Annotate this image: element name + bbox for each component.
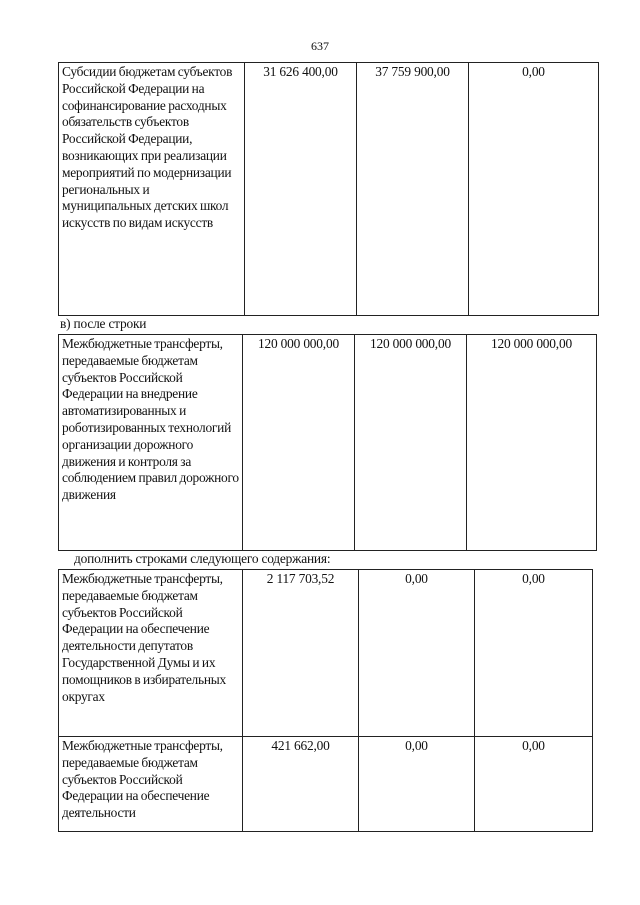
value-cell: 2 117 703,52 [243, 570, 359, 737]
value-cell: 120 000 000,00 [243, 335, 355, 551]
value-cell: 120 000 000,00 [355, 335, 467, 551]
table-row [59, 737, 593, 832]
table-row [59, 335, 597, 551]
budget-table-3 [58, 569, 593, 832]
table-row [59, 63, 599, 316]
budget-table-1 [58, 62, 599, 316]
value-cell: 120 000 000,00 [467, 335, 597, 551]
value-cell: 421 662,00 [243, 737, 359, 832]
value-cell: 37 759 900,00 [357, 63, 469, 316]
value-cell: 0,00 [359, 570, 475, 737]
row-description: Межбюджетные трансферты, передаваемые бюджетам субъектов Российской Федерации на внедрение автоматизированных и роботизированных технологий организации дорожного движения и контроля за соблюдением правил дорожного движения [59, 335, 243, 551]
note-after-row: в) после строки [60, 316, 147, 331]
row-description: Межбюджетные трансферты, передаваемые бюджетам субъектов Российской Федерации на обеспечение деятельности депутатов Государственной Думы и их помощников в избирательных округах [59, 570, 243, 737]
value-cell: 0,00 [475, 570, 593, 737]
value-cell: 0,00 [475, 737, 593, 832]
row-description: Субсидии бюджетам субъектов Российской Федерации на софинансирование расходных обязательств субъектов Российской Федерации, возникающих при реализации мероприятий по модернизации региональных и муниципальных детских школ искусств по видам искусств [59, 63, 245, 316]
row-description: Межбюджетные трансферты, передаваемые бюджетам субъектов Российской Федерации на обеспечение деятельности [59, 737, 243, 832]
note-add-rows: дополнить строками следующего содержания: [74, 551, 331, 566]
value-cell: 31 626 400,00 [245, 63, 357, 316]
table-row [59, 570, 593, 737]
page-number: 637 [311, 39, 329, 53]
budget-table-2 [58, 334, 597, 551]
value-cell: 0,00 [359, 737, 475, 832]
value-cell: 0,00 [469, 63, 599, 316]
